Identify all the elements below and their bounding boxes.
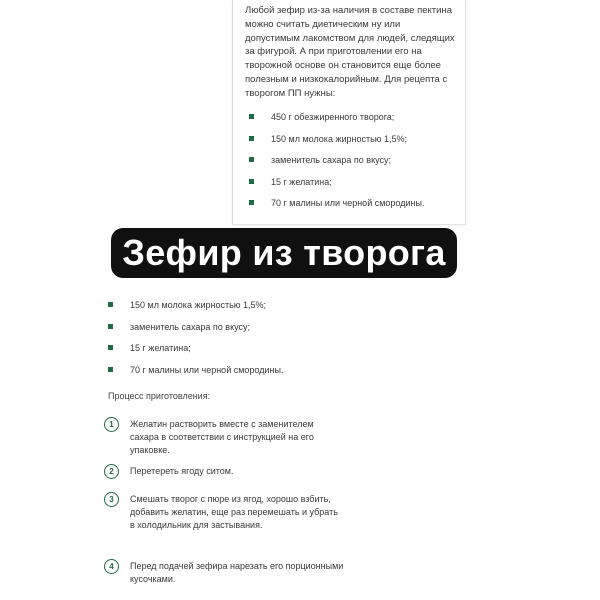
step-number-circle-icon: 1 [104,417,119,432]
list-item [247,111,457,133]
ingredient-list-top [247,111,457,219]
step-text: Желатин растворить вместе с заменителем сахара в соответствии с инструкцией на его упаковке. [130,419,314,455]
intro-paragraph: Любой зефир из-за наличия в составе пектина можно считать диетическим ну или допустимым лакомством для людей, следящих за фигурой. А при приготовлении его на творожной основе он становится еще более полезным и низкокалорийным. Для рецепта с творогом ПП нужны: [245,5,455,99]
list-item [247,154,457,176]
list-item [247,176,457,198]
list-item [106,364,406,386]
step-number-circle-icon: 4 [104,559,119,574]
bullet-square-icon [108,367,113,372]
bullet-square-icon [249,114,254,119]
bullet-square-icon [249,200,254,205]
ingredient-text: 70 г малины или черной смородины. [271,198,425,208]
ingredient-list-bottom [106,299,406,385]
ingredient-text: 15 г желатина; [271,176,332,187]
step-number-circle-icon: 2 [104,464,119,479]
title-banner: Зефир из творога [111,228,457,278]
step-item [104,492,344,559]
top-document-crop [232,0,466,225]
bullet-square-icon [249,136,254,141]
steps-list [104,417,344,590]
bullet-square-icon [108,302,113,307]
bullet-square-icon [249,179,254,184]
bottom-fade [94,586,502,600]
step-text: Перетереть ягоду ситом. [130,466,234,476]
step-text: Смешать творог с пюре из ягод, хорошо взбить, добавить желатин, еще раз перемешать и убрать в холодильник для застывания. [130,494,338,530]
list-item [106,321,406,343]
bullet-square-icon [108,345,113,350]
ingredient-text: 15 г желатина; [130,343,191,353]
bullet-square-icon [108,324,113,329]
bottom-document-crop [94,285,502,600]
step-item [104,417,344,464]
ingredient-text: 150 мл молока жирностью 1,5%; [271,133,408,144]
list-item [247,197,457,219]
step-item [104,464,344,492]
ingredient-text: 450 г обезжиренного творога; [271,112,395,122]
list-item [106,299,406,321]
process-heading: Процесс приготовления: [108,391,211,401]
ingredient-text: заменитель сахара по вкусу; [271,155,392,165]
step-number-circle-icon: 3 [104,492,119,507]
step-text: Перед подачей зефира нарезать его порционными кусочками. [130,561,344,584]
bullet-square-icon [249,157,254,162]
list-item [247,133,457,155]
list-item [106,342,406,364]
ingredient-text: 70 г малины или черной смородины. [130,364,284,375]
ingredient-text: заменитель сахара по вкусу; [130,321,251,332]
ingredient-text: 150 мл молока жирностью 1,5%; [130,300,267,310]
